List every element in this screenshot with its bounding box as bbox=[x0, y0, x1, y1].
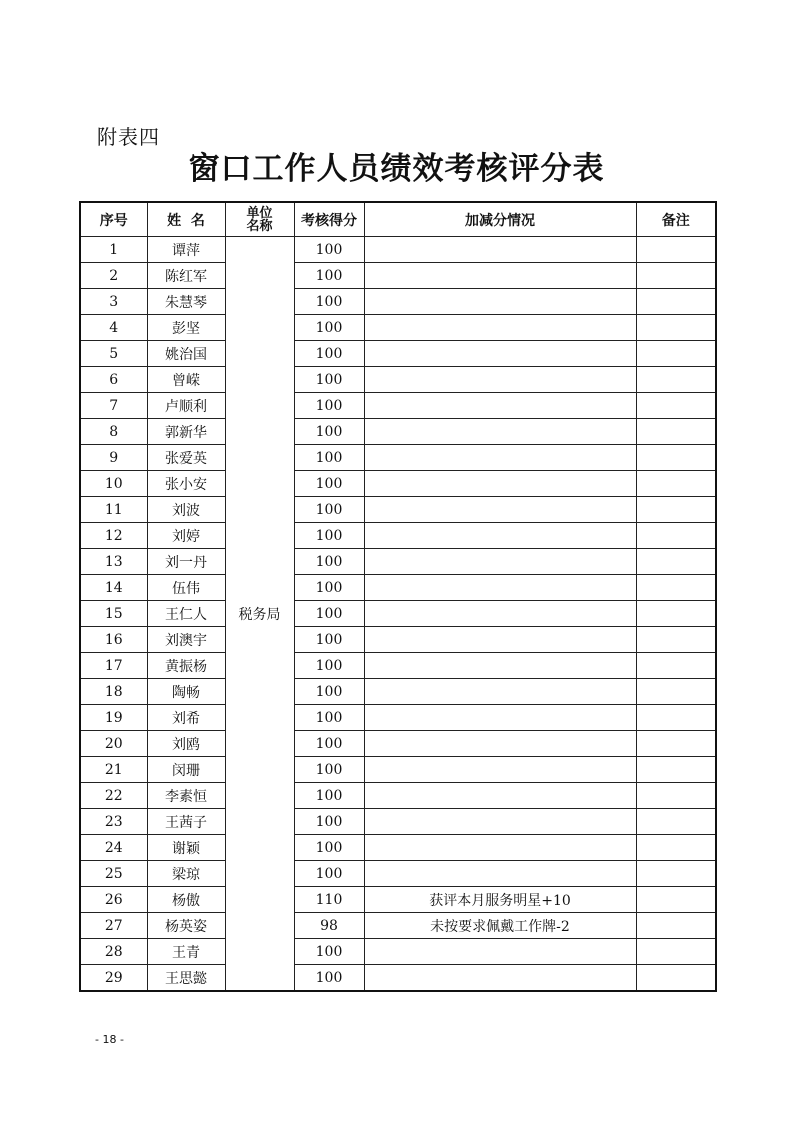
cell-score: 100 bbox=[294, 627, 364, 653]
cell-seq: 14 bbox=[80, 575, 147, 601]
cell-adjust bbox=[364, 679, 636, 705]
cell-name: 陶畅 bbox=[147, 679, 225, 705]
cell-adjust bbox=[364, 341, 636, 367]
cell-remark bbox=[636, 913, 716, 939]
cell-name: 陈红军 bbox=[147, 263, 225, 289]
table-row bbox=[80, 575, 716, 601]
cell-adjust bbox=[364, 445, 636, 471]
cell-seq: 8 bbox=[80, 419, 147, 445]
cell-name: 彭坚 bbox=[147, 315, 225, 341]
cell-seq: 1 bbox=[80, 237, 147, 263]
cell-name: 闵珊 bbox=[147, 757, 225, 783]
header-unit-line1: 单位 bbox=[246, 205, 273, 221]
cell-name: 杨英姿 bbox=[147, 913, 225, 939]
header-unit bbox=[225, 202, 294, 237]
cell-name: 王思懿 bbox=[147, 965, 225, 992]
cell-name: 谢颖 bbox=[147, 835, 225, 861]
cell-remark bbox=[636, 965, 716, 992]
table-row bbox=[80, 549, 716, 575]
table-row bbox=[80, 705, 716, 731]
table-row bbox=[80, 939, 716, 965]
cell-adjust bbox=[364, 393, 636, 419]
cell-name: 王茜子 bbox=[147, 809, 225, 835]
cell-seq: 10 bbox=[80, 471, 147, 497]
table-row bbox=[80, 237, 716, 263]
cell-score: 100 bbox=[294, 341, 364, 367]
cell-seq: 17 bbox=[80, 653, 147, 679]
cell-score: 100 bbox=[294, 315, 364, 341]
cell-remark bbox=[636, 445, 716, 471]
table-row bbox=[80, 263, 716, 289]
score-table bbox=[79, 201, 717, 992]
cell-seq: 4 bbox=[80, 315, 147, 341]
page-number: - 18 - bbox=[95, 1033, 124, 1046]
cell-remark bbox=[636, 757, 716, 783]
table-row bbox=[80, 809, 716, 835]
cell-adjust bbox=[364, 497, 636, 523]
table-row bbox=[80, 289, 716, 315]
cell-remark bbox=[636, 939, 716, 965]
table-row bbox=[80, 913, 716, 939]
cell-adjust: 获评本月服务明星+10 bbox=[364, 887, 636, 913]
cell-adjust bbox=[364, 367, 636, 393]
cell-remark bbox=[636, 887, 716, 913]
cell-seq: 2 bbox=[80, 263, 147, 289]
cell-score: 100 bbox=[294, 835, 364, 861]
cell-score: 100 bbox=[294, 679, 364, 705]
cell-adjust bbox=[364, 289, 636, 315]
cell-seq: 19 bbox=[80, 705, 147, 731]
cell-name: 卢顺利 bbox=[147, 393, 225, 419]
cell-remark bbox=[636, 315, 716, 341]
header-row bbox=[80, 202, 716, 237]
cell-score: 100 bbox=[294, 289, 364, 315]
cell-adjust bbox=[364, 315, 636, 341]
cell-name: 谭萍 bbox=[147, 237, 225, 263]
cell-remark bbox=[636, 419, 716, 445]
table-row bbox=[80, 861, 716, 887]
table-row bbox=[80, 393, 716, 419]
cell-remark bbox=[636, 549, 716, 575]
cell-remark bbox=[636, 497, 716, 523]
table-row bbox=[80, 341, 716, 367]
cell-seq: 12 bbox=[80, 523, 147, 549]
table-row bbox=[80, 783, 716, 809]
cell-remark bbox=[636, 861, 716, 887]
cell-name: 刘婷 bbox=[147, 523, 225, 549]
cell-remark bbox=[636, 705, 716, 731]
cell-score: 100 bbox=[294, 419, 364, 445]
header-name: 姓 名 bbox=[147, 202, 225, 237]
cell-remark bbox=[636, 627, 716, 653]
cell-seq: 21 bbox=[80, 757, 147, 783]
cell-score: 100 bbox=[294, 939, 364, 965]
cell-score: 100 bbox=[294, 523, 364, 549]
cell-seq: 23 bbox=[80, 809, 147, 835]
header-unit-line2: 名称 bbox=[246, 218, 273, 234]
cell-seq: 15 bbox=[80, 601, 147, 627]
cell-remark bbox=[636, 601, 716, 627]
appendix-label: 附表四 bbox=[97, 125, 160, 149]
table-row bbox=[80, 419, 716, 445]
cell-score: 100 bbox=[294, 861, 364, 887]
cell-seq: 20 bbox=[80, 731, 147, 757]
cell-remark bbox=[636, 653, 716, 679]
cell-remark bbox=[636, 289, 716, 315]
cell-remark bbox=[636, 731, 716, 757]
cell-adjust bbox=[364, 861, 636, 887]
cell-name: 李素恒 bbox=[147, 783, 225, 809]
cell-adjust: 未按要求佩戴工作牌-2 bbox=[364, 913, 636, 939]
cell-remark bbox=[636, 835, 716, 861]
cell-score: 100 bbox=[294, 237, 364, 263]
cell-name: 伍伟 bbox=[147, 575, 225, 601]
cell-name: 张小安 bbox=[147, 471, 225, 497]
cell-name: 王仁人 bbox=[147, 601, 225, 627]
cell-score: 100 bbox=[294, 705, 364, 731]
cell-name: 刘波 bbox=[147, 497, 225, 523]
cell-seq: 26 bbox=[80, 887, 147, 913]
table-row bbox=[80, 835, 716, 861]
table-row bbox=[80, 653, 716, 679]
cell-remark bbox=[636, 575, 716, 601]
cell-seq: 6 bbox=[80, 367, 147, 393]
cell-score: 100 bbox=[294, 367, 364, 393]
table-row bbox=[80, 679, 716, 705]
cell-adjust bbox=[364, 263, 636, 289]
cell-score: 100 bbox=[294, 575, 364, 601]
table-row bbox=[80, 627, 716, 653]
cell-adjust bbox=[364, 471, 636, 497]
cell-name: 张爱英 bbox=[147, 445, 225, 471]
cell-adjust bbox=[364, 653, 636, 679]
cell-adjust bbox=[364, 705, 636, 731]
table-row bbox=[80, 367, 716, 393]
cell-adjust bbox=[364, 419, 636, 445]
cell-score: 100 bbox=[294, 809, 364, 835]
cell-seq: 16 bbox=[80, 627, 147, 653]
cell-score: 100 bbox=[294, 965, 364, 992]
cell-seq: 13 bbox=[80, 549, 147, 575]
cell-seq: 27 bbox=[80, 913, 147, 939]
cell-adjust bbox=[364, 237, 636, 263]
cell-adjust bbox=[364, 757, 636, 783]
table-row bbox=[80, 315, 716, 341]
cell-seq: 7 bbox=[80, 393, 147, 419]
page-title: 窗口工作人员绩效考核评分表 bbox=[188, 151, 605, 187]
cell-adjust bbox=[364, 575, 636, 601]
cell-adjust bbox=[364, 731, 636, 757]
cell-score: 100 bbox=[294, 497, 364, 523]
cell-remark bbox=[636, 393, 716, 419]
cell-adjust bbox=[364, 549, 636, 575]
cell-score: 100 bbox=[294, 757, 364, 783]
cell-adjust bbox=[364, 965, 636, 992]
table-row bbox=[80, 497, 716, 523]
cell-name: 刘澳宇 bbox=[147, 627, 225, 653]
table-row bbox=[80, 887, 716, 913]
cell-seq: 24 bbox=[80, 835, 147, 861]
cell-remark bbox=[636, 263, 716, 289]
table-row bbox=[80, 965, 716, 992]
cell-seq: 11 bbox=[80, 497, 147, 523]
cell-score: 100 bbox=[294, 393, 364, 419]
header-remark: 备注 bbox=[636, 202, 716, 237]
cell-adjust bbox=[364, 783, 636, 809]
cell-score: 98 bbox=[294, 913, 364, 939]
cell-name: 杨傲 bbox=[147, 887, 225, 913]
cell-seq: 25 bbox=[80, 861, 147, 887]
table-row bbox=[80, 445, 716, 471]
table-body bbox=[80, 237, 716, 992]
cell-seq: 29 bbox=[80, 965, 147, 992]
cell-unit: 税务局 bbox=[225, 237, 294, 992]
cell-name: 曾嵘 bbox=[147, 367, 225, 393]
cell-name: 姚治国 bbox=[147, 341, 225, 367]
header-score: 考核得分 bbox=[294, 202, 364, 237]
cell-name: 郭新华 bbox=[147, 419, 225, 445]
cell-adjust bbox=[364, 523, 636, 549]
cell-adjust bbox=[364, 835, 636, 861]
cell-seq: 28 bbox=[80, 939, 147, 965]
cell-seq: 18 bbox=[80, 679, 147, 705]
cell-seq: 9 bbox=[80, 445, 147, 471]
cell-remark bbox=[636, 809, 716, 835]
cell-name: 黄振杨 bbox=[147, 653, 225, 679]
cell-score: 100 bbox=[294, 471, 364, 497]
cell-name: 王青 bbox=[147, 939, 225, 965]
cell-remark bbox=[636, 367, 716, 393]
cell-remark bbox=[636, 471, 716, 497]
table-row bbox=[80, 731, 716, 757]
cell-adjust bbox=[364, 601, 636, 627]
table-row bbox=[80, 757, 716, 783]
cell-seq: 5 bbox=[80, 341, 147, 367]
cell-remark bbox=[636, 237, 716, 263]
cell-seq: 3 bbox=[80, 289, 147, 315]
cell-score: 100 bbox=[294, 653, 364, 679]
cell-score: 100 bbox=[294, 263, 364, 289]
cell-name: 朱慧琴 bbox=[147, 289, 225, 315]
cell-remark bbox=[636, 783, 716, 809]
cell-score: 100 bbox=[294, 601, 364, 627]
cell-remark bbox=[636, 679, 716, 705]
cell-score: 100 bbox=[294, 445, 364, 471]
cell-remark bbox=[636, 341, 716, 367]
cell-name: 刘一丹 bbox=[147, 549, 225, 575]
cell-adjust bbox=[364, 627, 636, 653]
cell-adjust bbox=[364, 809, 636, 835]
cell-remark bbox=[636, 523, 716, 549]
cell-name: 刘希 bbox=[147, 705, 225, 731]
header-adjust: 加减分情况 bbox=[364, 202, 636, 237]
cell-seq: 22 bbox=[80, 783, 147, 809]
table-row bbox=[80, 601, 716, 627]
cell-name: 刘鸥 bbox=[147, 731, 225, 757]
cell-score: 100 bbox=[294, 783, 364, 809]
table-row bbox=[80, 471, 716, 497]
cell-score: 100 bbox=[294, 549, 364, 575]
header-seq: 序号 bbox=[80, 202, 147, 237]
cell-score: 110 bbox=[294, 887, 364, 913]
table-row bbox=[80, 523, 716, 549]
cell-name: 梁琼 bbox=[147, 861, 225, 887]
cell-score: 100 bbox=[294, 731, 364, 757]
cell-adjust bbox=[364, 939, 636, 965]
